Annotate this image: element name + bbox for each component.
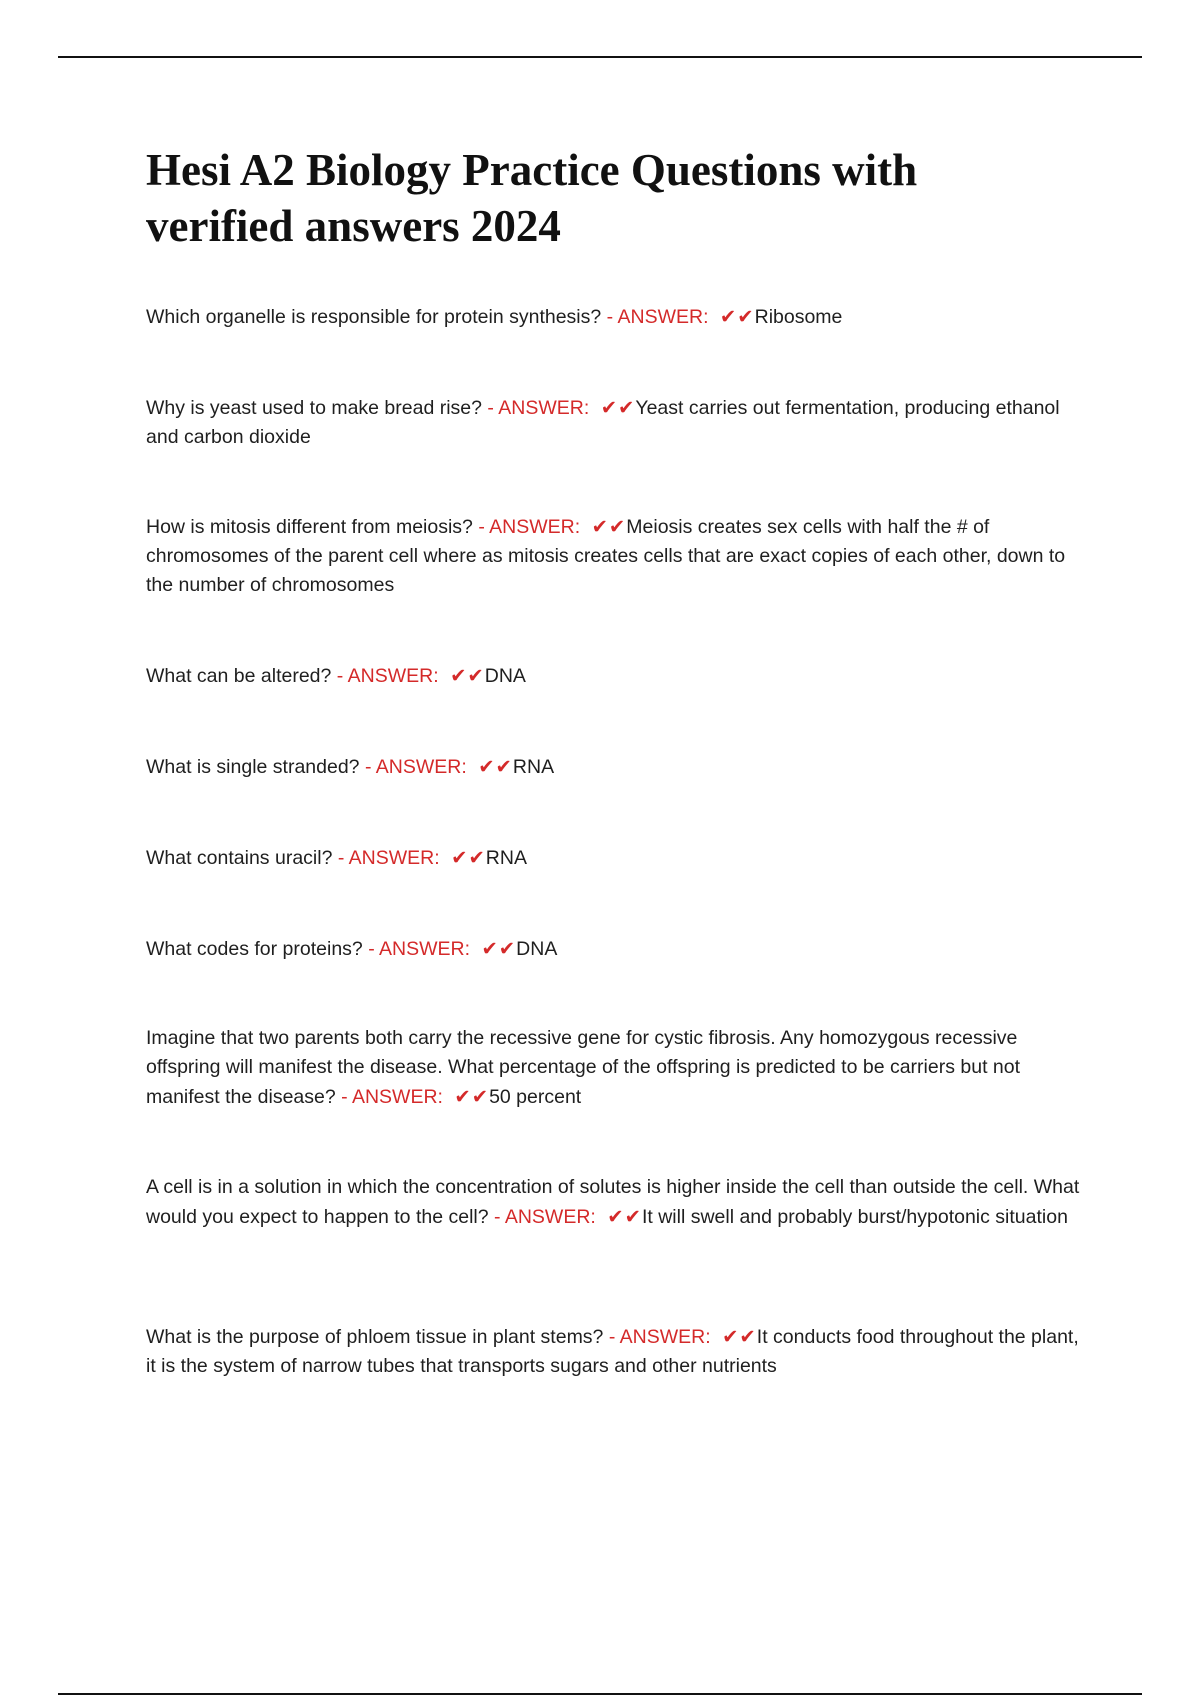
question-text: What is single stranded? — [146, 756, 360, 778]
qa-item — [146, 512, 1086, 600]
qa-item — [146, 843, 1086, 873]
answer-label: - ANSWER: — [606, 306, 709, 328]
answer-label: - ANSWER: — [341, 1086, 443, 1108]
qa-item — [146, 752, 1086, 782]
qa-item — [146, 1322, 1086, 1381]
page-title: Hesi A2 Biology Practice Questions with verified answers 2024 — [146, 145, 918, 251]
answer-text: Meiosis creates sex cells with half the # of chromosomes of the parent cell where as mitosis creates cells that are exact copies of each other, down to the number of chromosomes — [146, 516, 1066, 596]
check-icon: ✔✔ — [454, 1085, 490, 1108]
answer-text: Yeast carries out fermentation, producing ethanol and carbon dioxide — [146, 397, 1060, 448]
answer-label: - ANSWER: — [364, 756, 467, 778]
question-text: What can be altered? — [146, 665, 332, 687]
question-text: How is mitosis different from meiosis? — [146, 516, 473, 538]
answer-text: Ribosome — [754, 306, 843, 328]
answer-label: - ANSWER: — [494, 1206, 596, 1228]
answer-label: - ANSWER: — [368, 938, 471, 960]
qa-item — [146, 934, 1086, 964]
question-text: What contains uracil? — [146, 847, 333, 869]
answer-label: - ANSWER: — [336, 665, 439, 687]
answer-text: 50 percent — [489, 1086, 582, 1108]
answer-text: It conducts food throughout the plant, it is the system of narrow tubes that transports sugars and other nutrients — [146, 1326, 1079, 1377]
answer-label: - ANSWER: — [608, 1326, 711, 1348]
question-text: What is the purpose of phloem tissue in plant stems? — [146, 1326, 604, 1348]
question-text: What codes for proteins? — [146, 938, 363, 960]
qa-item — [146, 1024, 1086, 1112]
answer-text: RNA — [512, 756, 555, 778]
check-icon: ✔✔ — [591, 515, 627, 538]
check-icon: ✔✔ — [481, 937, 517, 960]
qa-item — [146, 302, 1086, 332]
top-rule — [58, 56, 1142, 58]
question-text: Imagine that two parents both carry the recessive gene for cystic fibrosis. Any homozygous recessive offspring will manifest the disease. What percentage of the offspring is predicted to be carriers but not manifest the disease? — [146, 1027, 1021, 1108]
answer-label: - ANSWER: — [487, 397, 590, 419]
check-icon: ✔✔ — [600, 396, 636, 419]
answer-text: RNA — [485, 847, 527, 869]
bottom-rule — [58, 1693, 1142, 1695]
check-icon: ✔✔ — [722, 1325, 757, 1348]
check-icon: ✔✔ — [719, 305, 755, 328]
check-icon: ✔✔ — [450, 664, 485, 687]
question-text: A cell is in a solution in which the concentration of solutes is higher inside the cell than outside the cell. What would you expect to happen to the cell? — [146, 1176, 1080, 1228]
check-icon: ✔✔ — [451, 846, 486, 869]
question-text: Which organelle is responsible for protein synthesis? — [146, 306, 602, 328]
answer-text: It will swell and probably burst/hypotonic situation — [641, 1206, 1068, 1228]
qa-item — [146, 393, 1086, 452]
answer-text: DNA — [484, 665, 526, 687]
check-icon: ✔✔ — [478, 755, 513, 778]
qa-item — [146, 1173, 1086, 1232]
answer-text: DNA — [516, 938, 558, 960]
answer-label: - ANSWER: — [337, 847, 440, 869]
qa-item — [146, 661, 1086, 691]
answer-label: - ANSWER: — [478, 516, 581, 538]
check-icon: ✔✔ — [607, 1205, 642, 1228]
question-text: Why is yeast used to make bread rise? — [146, 397, 482, 419]
